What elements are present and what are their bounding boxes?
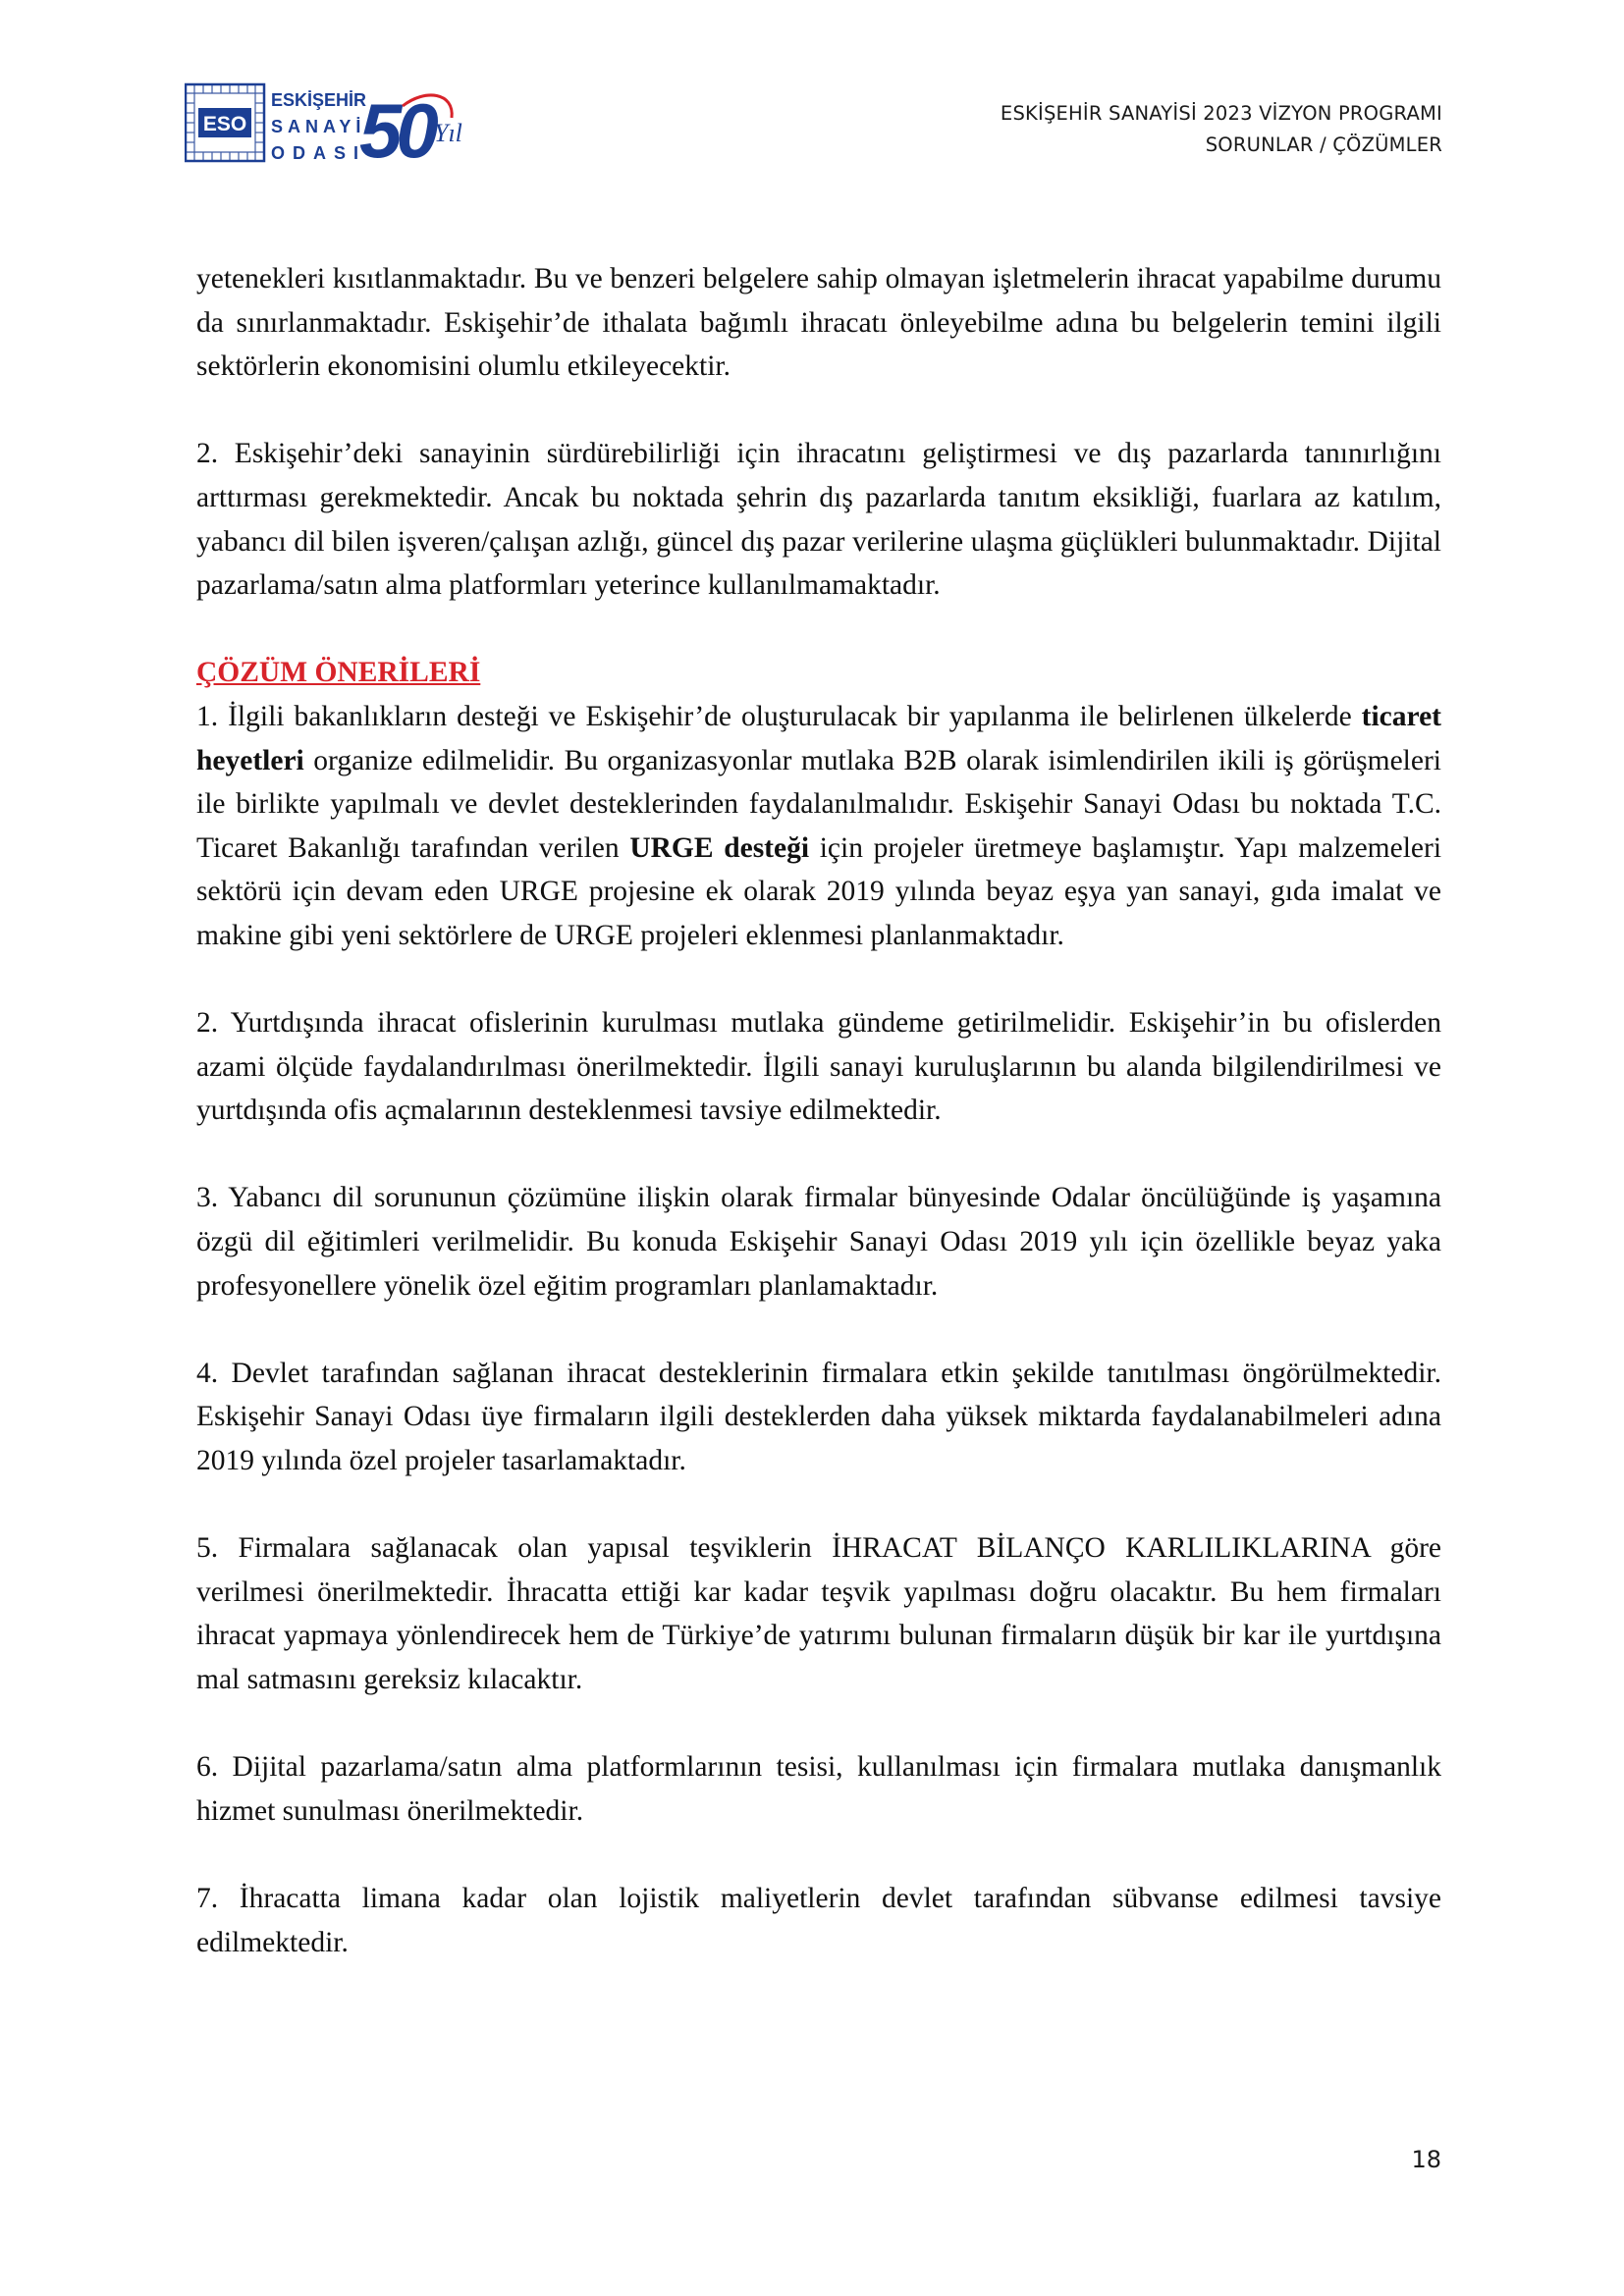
solution-1-bold-urge-support: URGE desteği [629, 831, 810, 864]
header-title-block [1001, 98, 1442, 161]
logo-anniversary-number: 50 [359, 87, 433, 169]
solution-item-4: 4. Devlet tarafından sağlanan ihracat desteklerinin firmalara etkin şekilde tanıtılması öngörülmektedir. Eskişehir Sanayi Odası üye firmaların ilgili desteklerden daha yüksek miktarda faydalanabilmeleri adına 2019 yılında özel projeler tasarlamaktadır. [196, 1357, 1441, 1477]
logo-line-2: SANAYİ [271, 117, 366, 136]
solution-item-7: 7. İhracatta limana kadar olan lojistik maliyetlerin devlet tarafından sübvanse edilmesi tavsiye edilmektedir. [196, 1882, 1441, 1958]
solution-1-text-a: 1. İlgili bakanlıkların desteği ve Eskişehir’de oluşturulacak bir yapılanma ile belirlenen ülkelerde [196, 700, 1362, 732]
solution-1-text-b: organize edilmelidir. Bu organizasyonlar mutlaka B2B olarak isimlendirilen ikili iş görüşmeleri ile birlikte yapılmalı ve devlet desteklerinden faydalanılmalıdır. Eskişehir Sanayi Odası bu noktada T.C. Ticaret Bakanlığı tarafından verilen [196, 744, 1441, 864]
logo-anniversary-word: Yıl [434, 119, 462, 147]
solution-1-bold-trade-delegations: ticaret heyetleri [196, 700, 1441, 776]
logo-box-text: ESO [202, 113, 247, 135]
section-title-solutions: ÇÖZÜM ÖNERİLERİ [196, 657, 481, 689]
page-number: 18 [1411, 2146, 1441, 2173]
header-title-line-2: SORUNLAR / ÇÖZÜMLER [1205, 133, 1442, 156]
solution-item-3: 3. Yabancı dil sorununun çözümüne ilişkin olarak firmalar bünyesinde Odalar öncülüğünde iş yaşamına özgü dil eğitimleri verilmelidir. Bu konuda Eskişehir Sanayi Odası 2019 yılı için özellikle beyaz yaka profesyonellere yönelik özel eğitim programları planlamaktadır. [196, 1182, 1441, 1302]
solution-item-5: 5. Firmalara sağlanacak olan yapısal teşviklerin İHRACAT BİLANÇO KARLILIKLARINA göre verilmesi önerilmektedir. İhracatta ettiği kar kadar teşvik yapılması doğru olacaktır. Bu hem firmaları ihracat yapmaya yönlendirecek hem de Türkiye’de yatırımı bulunan firmaların düşük bir kar ile yurtdışına mal satmasını gereksiz kılacaktır. [196, 1532, 1441, 1695]
solution-1-text-c: için projeler üretmeye başlamıştır. Yapı malzemeleri sektörü için devam eden URGE projesine ek olarak 2019 yılında beyaz eşya yan sanayi, gıda imalat ve makine gibi yeni sektörlere de URGE projeleri eklenmesi planlanmaktadır. [196, 831, 1442, 951]
problem-item-2: 2. Eskişehir’deki sanayinin sürdürebilirliği için ihracatını geliştirmesi ve dış pazarlarda tanınırlığını arttırması gerekmektedir. Ancak bu noktada şehrin dış pazarlarda tanıtım eksikliği, fuarlara az katılım, yabancı dil bilen işveren/çalışan azlığı, güncel dış pazar verilerine ulaşma güçlükleri bulunmaktadır. Dijital pazarlama/satın alma platformları yeterince kullanılmamaktadır. [196, 438, 1441, 602]
document-body [196, 257, 1441, 1964]
page-header [0, 0, 1624, 187]
solution-item-2: 2. Yurtdışında ihracat ofislerinin kurulması mutlaka gündeme getirilmelidir. Eskişehir’in bu ofislerden azami ölçüde faydalandırılması önerilmektedir. İlgili sanayi kuruluşlarının bu alanda bilgilendirilmesi ve yurtdışında ofis açmalarının desteklenmesi tavsiye edilmektedir. [196, 1007, 1441, 1127]
header-title-line-1: ESKİŞEHİR SANAYİSİ 2023 VİZYON PROGRAMI [1000, 102, 1442, 125]
solution-item-1 [196, 695, 1441, 958]
logo-line-3: ODASI [271, 143, 367, 163]
solution-item-6: 6. Dijital pazarlama/satın alma platformlarının tesisi, kullanılması için firmalara mutlaka danışmanlık hizmet sunulması önerilmektedir. [196, 1751, 1441, 1827]
eso-50-year-logo [185, 79, 479, 169]
intro-paragraph: yetenekleri kısıtlanmaktadır. Bu ve benzeri belgelere sahip olmayan işletmelerin ihracat yapabilme durumu da sınırlanmaktadır. Eskişehir’de ithalata bağımlı ihracatı önleyebilme adına bu belgelerin temini ilgili sektörlerin ekonomisini olumlu etkileyecektir. [196, 263, 1441, 383]
logo-line-1: ESKİŞEHİR [271, 90, 367, 110]
